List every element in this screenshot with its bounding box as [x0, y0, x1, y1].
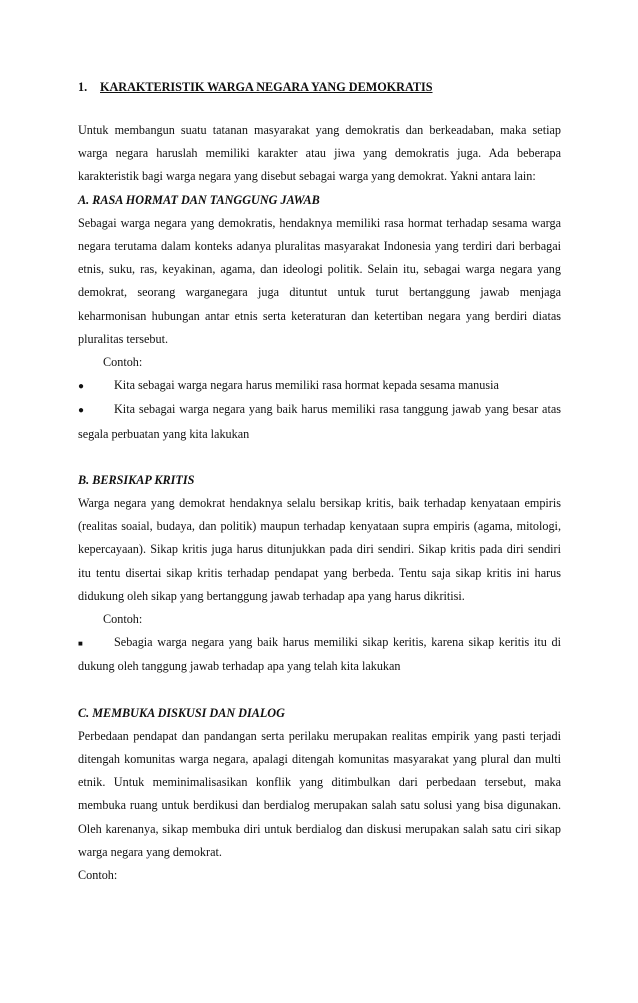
- bullet-icon: ●: [78, 381, 85, 393]
- bullet-icon: ●: [78, 405, 85, 417]
- intro-paragraph: Untuk membangun suatu tatanan masyarakat yang demokratis dan berkeadaban, maka setiap warga negara haruslah memiliki karakter atau jiwa yang demokratis juga. Ada beberapa karakteristik bagi warga negara yang disebut sebagai warga yang demokrat. Yakni antara lain:: [78, 123, 561, 184]
- list-item-text: Kita sebagai warga negara yang baik harus memiliki rasa tanggung jawab yang besar atas segala perbuatan yang kita lakukan: [78, 402, 561, 441]
- spacer: [78, 679, 561, 702]
- example-label-b: Contoh:: [103, 612, 143, 627]
- list-item-text: Sebagia warga negara yang baik harus memiliki sikap keritis, karena sikap keritis itu di dukung oleh tanggung jawab terhadap apa yang telah kita lakukan: [78, 635, 561, 674]
- example-label-a: Contoh:: [103, 355, 143, 370]
- spacer: [78, 446, 561, 469]
- example-label-c: Contoh:: [78, 868, 118, 883]
- list-item: [78, 374, 561, 398]
- document-page: [78, 78, 561, 887]
- list-item: [78, 631, 561, 678]
- section-number: 1.: [78, 80, 88, 94]
- heading-part-b: B. BERSIKAP KRITIS: [78, 472, 195, 487]
- heading-part-a: A. RASA HORMAT DAN TANGGUNG JAWAB: [78, 192, 320, 207]
- list-item-text: Kita sebagai warga negara harus memiliki rasa hormat kepada sesama manusia: [114, 378, 499, 393]
- heading-part-c: C. MEMBUKA DISKUSI DAN DIALOG: [78, 705, 285, 720]
- paragraph-part-b: Warga negara yang demokrat hendaknya selalu bersikap kritis, baik terhadap kenyataan empiris (realitas soaial, budaya, dan politik) maupun terhadap kenyataan supra empiris (agama, mitologi, kepercayaan). Sikap kritis juga harus ditunjukkan pada diri sendiri. Sikap kritis pada diri sendiri itu tentu disertai sikap kritis terhadap pendapat yang berbeda. Tentu saja sikap kritis ini harus didukung oleh sikap yang bertanggung jawab terhadap apa yang harus dikritisi.: [78, 496, 561, 603]
- paragraph-part-a: Sebagai warga negara yang demokratis, hendaknya memiliki rasa hormat terhadap sesama warga negara terutama dalam konteks adanya pluralitas masyarakat Indonesia yang terdiri dari berbagai etnis, suku, ras, keyakinan, agama, dan ideologi politik. Selain itu, sebagai warga negara yang demokrat, seorang warganegara juga dituntut untuk turut bertanggung jawab menjaga keharmonisan hubungan antar etnis serta keteraturan dan ketertiban negara yang berdiri diatas pluralitas tersebut.: [78, 215, 561, 346]
- section-title: [78, 78, 561, 96]
- paragraph-part-c: Perbedaan pendapat dan pandangan serta perilaku merupakan realitas empirik yang pasti terjadi ditengah komunitas warga negara, apalagi ditengah komunitas masyarakat yang plural dan multi etnik. Untuk meminimalisasikan konflik yang ditimbulkan dari perbedaan tersebut, maka membuka ruang untuk berdikusi dan berdialog merupakan salah satu solusi yang bisa digunakan. Oleh karenanya, sikap membuka diri untuk berdialog dan diskusi merupakan salah satu ciri sikap warga negara yang demokrat.: [78, 728, 561, 859]
- square-bullet-icon: ■: [78, 639, 83, 649]
- section-title-text: KARAKTERISTIK WARGA NEGARA YANG DEMOKRATIS: [100, 80, 433, 94]
- list-item: [78, 398, 561, 445]
